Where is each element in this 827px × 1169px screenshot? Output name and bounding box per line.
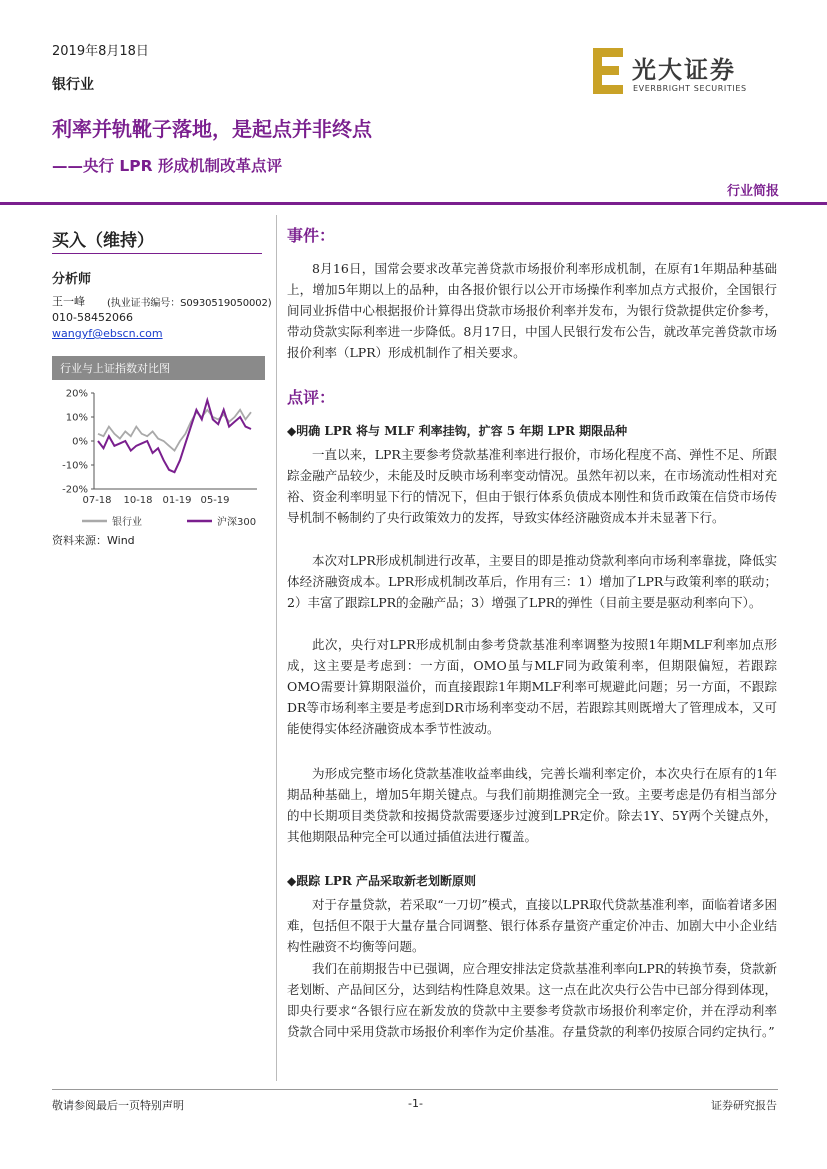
legend-label: 银行业 xyxy=(112,517,142,528)
logo-name-cn: 光大证券 xyxy=(632,55,736,84)
report-date: 2019年8月18日 xyxy=(52,44,149,59)
page-number: -1- xyxy=(408,1097,423,1110)
analyst-phone: 010-58452066 xyxy=(52,311,133,324)
sidebar-divider xyxy=(52,253,262,254)
logo-name-en: EVERBRIGHT SECURITIES xyxy=(633,84,747,93)
chart-x-tick-label: 07-18 xyxy=(82,495,112,506)
column-divider xyxy=(276,215,277,1081)
event-paragraph: 8月16日，国常会要求改革完善贷款市场报价利率形成机制，在原有1年期品种基础上，增加5年期以上的品种，由各报价银行以公开市场操作利率加点方式报价，全国银行间同业拆借中心根据报价计算得出贷款市场报价利率并发布，为银行贷款提供定价参考，带动贷款实际利率进一步降低。8月17日，中国人民银行发布公告，就改革完善贷款市场报价利率（LPR）形成机制作了相关要求。 xyxy=(287,261,777,360)
everbright-logo-icon xyxy=(593,48,625,94)
paragraph-4: 为形成完整市场化贷款基准收益率曲线，完善长端利率定价，本次央行在原有的1年期品种基础上，增加5年期关键点。与我们前期推测完全一致。主要考虑是仍有相当部分的中长期项目类贷款和按揭贷款需要逐步过渡到LPR定价。除去1Y、5Y两个关键点外，其他期限品种完全可以通过插值法进行覆盖。 xyxy=(287,766,777,844)
chart-source: 资料来源：Wind xyxy=(52,534,135,547)
paragraph-1: 一直以来，LPR主要参考贷款基准利率进行报价，市场化程度不高、弹性不足、所跟踪金融产品较少，未能及时反映市场利率变动情况。虽然年初以来，在市场流动性相对充裕、资金利率明显下行的情况下，但由于银行体系负债成本刚性和货币政策在信贷市场传导机制不畅制约了央行政策效力的发挥，导致实体经济融资成本并未显著下行。 xyxy=(287,447,777,525)
report-type: 行业简报 xyxy=(726,184,779,199)
paragraph-3: 此次，央行对LPR形成机制由参考贷款基准利率调整为按照1年期MLF利率加点形成，这主要是考虑到：一方面，OMO虽与MLF同为政策利率，但期限偏短，若跟踪OMO需要计算期限溢价，而直接跟踪1年期MLF利率可规避此问题；另一方面，不跟踪DR等市场利率主要是考虑到DR市场利率变动不居，若跟踪其则既增大了管理成本，又可能使得实体经济融资成本季节性波动。 xyxy=(287,637,777,736)
report-title: 利率并轨靴子落地，是起点并非终点 xyxy=(52,117,372,141)
chart-x-tick-label: 05-19 xyxy=(200,495,230,506)
chart-title: 行业与上证指数对比图 xyxy=(60,362,170,375)
footer-divider xyxy=(52,1089,778,1090)
bullet-heading-2: ◆跟踪 LPR 产品采取新老划断原则 xyxy=(287,874,477,888)
footer-disclaimer: 敬请参阅最后一页特别声明 xyxy=(52,1099,184,1112)
chart-y-tick-label: -20% xyxy=(62,484,88,496)
analyst-email-link[interactable]: wangyf@ebscn.com xyxy=(52,327,163,340)
chart-x-tick-label: 01-19 xyxy=(162,495,192,506)
chart-y-tick-label: -10% xyxy=(62,460,88,472)
event-heading: 事件： xyxy=(287,226,336,245)
analyst-heading: 分析师 xyxy=(52,272,92,287)
chart-y-tick-label: 0% xyxy=(72,436,88,448)
comment-heading: 点评： xyxy=(287,388,336,407)
footer-report-type: 证券研究报告 xyxy=(711,1099,777,1112)
paragraph-5: 对于存量贷款，若采取“一刀切”模式，直接以LPR取代贷款基准利率，面临着诸多困难，包括但不限于大量存量合同调整、银行体系存量资产重定价冲击、加剧大中小企业结构性融资不均衡等问题。 xyxy=(287,897,777,954)
legend-label: 沪深300 xyxy=(217,517,257,528)
analyst-certificate: (执业证书编号：S0930519050002) xyxy=(107,298,272,309)
rating: 买入（维持） xyxy=(52,231,154,251)
header-divider xyxy=(0,202,827,205)
bullet-heading-1: ◆明确 LPR 将与 MLF 利率挂钩，扩容 5 年期 LPR 期限品种 xyxy=(287,424,628,438)
comparison-chart xyxy=(52,383,267,533)
paragraph-2: 本次对LPR形成机制进行改革，主要目的即是推动贷款利率向市场利率靠拢，降低实体经济融资成本。LPR形成机制改革后，作用有三：1）增加了LPR与政策利率的联动；2）丰富了跟踪LPR的金融产品；3）增强了LPR的弹性（目前主要是驱动利率向下）。 xyxy=(287,553,777,610)
chart-y-tick-label: 20% xyxy=(65,388,88,400)
analyst-name: 王一峰 xyxy=(52,295,85,308)
chart-y-tick-label: 10% xyxy=(65,412,88,424)
industry-label: 银行业 xyxy=(52,77,94,93)
bank-index-line xyxy=(98,410,251,451)
report-subtitle: ——央行 LPR 形成机制改革点评 xyxy=(52,157,282,175)
chart-x-tick-label: 10-18 xyxy=(123,495,153,506)
paragraph-6: 我们在前期报告中已强调，应合理安排法定贷款基准利率向LPR的转换节奏，贷款新老划断、产品间区分，达到结构性降息效果。这一点在此次央行公告中已部分得到体现，即央行要求“各银行应在新发放的贷款中主要参考贷款市场报价利率定价，并在浮动利率贷款合同中采用贷款市场报价利率作为定价基准。存量贷款的利率仍按原合同约定执行。” xyxy=(287,961,777,1039)
